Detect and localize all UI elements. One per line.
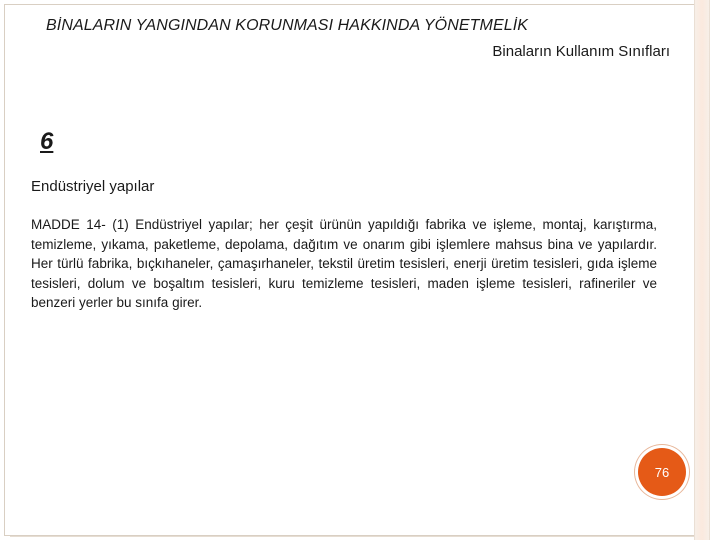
page-number-badge [638, 448, 686, 496]
page-number: 76 [654, 464, 670, 480]
article-paragraph [31, 215, 657, 313]
document-subtitle: Binaların Kullanım Sınıfları [492, 43, 670, 60]
decorative-side-strip [694, 0, 710, 540]
article-text: (1) Endüstriyel yapılar; her çeşit ürünün yapıldığı fabrika ve işleme, montaj, karıştırma, temizleme, yıkama, paketleme, depolama, dağıtım ve onarım gibi işlemlere mahsus bina ve yapılardır. Her türlü fabrika, bıçkıhaneler, çamaşırhaneler, tekstil üretim tesisleri, enerji üretim tesisleri, gıda işleme tesisleri, dolum ve boşaltım tesisleri, kuru temizleme tesisleri, maden işleme tesisleri, rafineriler ve benzeri yerler bu sınıfa girer. [31, 217, 657, 310]
section-heading: Endüstriyel yapılar [31, 178, 155, 195]
section-number: 6 [40, 128, 54, 155]
document-title: BİNALARIN YANGINDAN KORUNMASI HAKKINDA YÖNETMELİK [46, 17, 529, 34]
article-label: MADDE 14- [31, 217, 106, 232]
